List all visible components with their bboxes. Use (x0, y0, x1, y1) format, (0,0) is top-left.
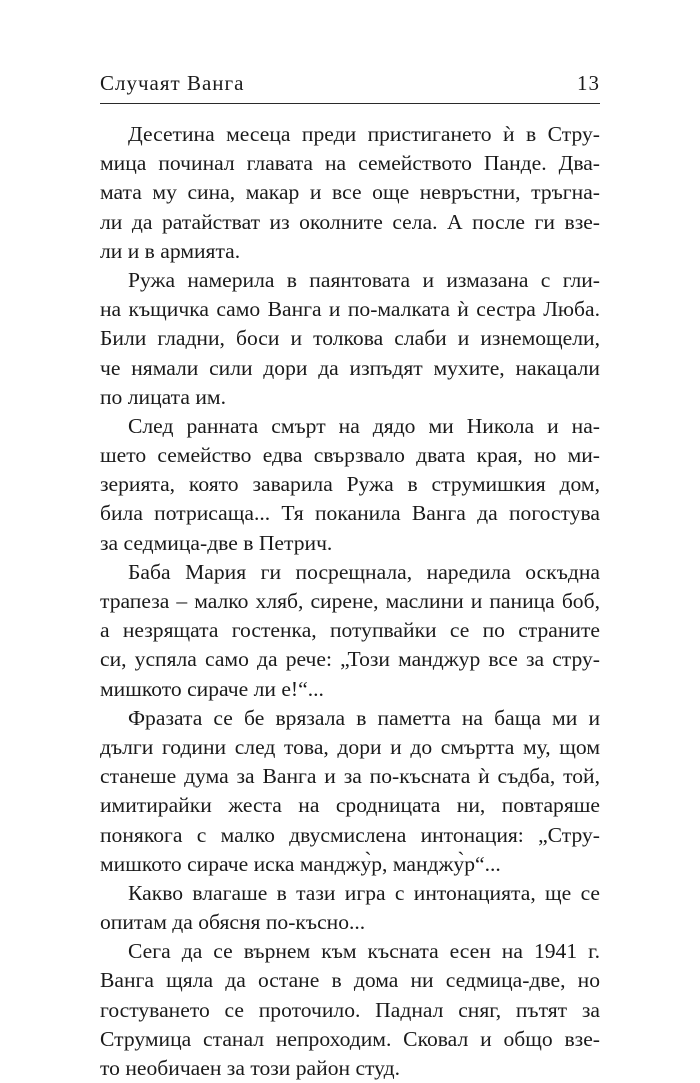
text-line: ли да ратайстват из околните села. А после ги взе- (100, 209, 600, 234)
text-line: ли и в армията. (100, 238, 241, 263)
text-line: за седмица-две в Петрич. (100, 530, 333, 555)
text-line: била потрисаща... Тя поканила Ванга да погостува (100, 501, 600, 526)
text-line: Сега да се върнем към късната есен на 1941 г. (128, 939, 600, 964)
text-line: Струмица станал непроходим. Сковал и общо взе- (100, 1026, 600, 1051)
text-line: мата му сина, макар и все още невръстни, тръгна- (100, 180, 600, 205)
header-rule (100, 103, 600, 104)
text-line: си, успяла само да рече: „Този манджур все за стру- (100, 647, 600, 672)
text-line: мишкото сираче ли е!“... (100, 676, 324, 701)
page-number: 13 (577, 71, 600, 95)
text-line: Какво влагаше в тази игра с интонацията, ще се (128, 880, 600, 905)
text-line: мишкото сираче иска манджу̀р, манджу̀р“... (100, 851, 501, 876)
text-line: мица починал главата на семейството Панде. Два- (100, 151, 600, 176)
text-line: имитирайки жеста на сродницата ни, повтаряше (100, 793, 600, 818)
text-line: шето семейство едва свързвало двата края, но ми- (100, 443, 600, 468)
text-line: трапеза – малко хляб, сирене, маслини и паница боб, (100, 589, 600, 613)
text-line: то необичаен за този район студ. (100, 1056, 401, 1080)
running-title: Случаят Ванга (100, 71, 245, 95)
text-line: опитам да обясня по-късно... (100, 910, 366, 935)
text-line: че нямали сили дори да изпъдят мухите, накацали (100, 355, 600, 380)
running-header (100, 71, 600, 96)
text-line: Ружа намерила в паянтовата и измазана с гли- (128, 267, 600, 292)
text-line: а незрящата гостенка, потупвайки се по страните (100, 618, 600, 643)
body-text (100, 120, 600, 1083)
text-line: Десетина месеца преди пристигането ѝ в Стру- (128, 122, 600, 146)
text-line: дълги години след това, дори и до смъртта му, щом (100, 734, 600, 759)
text-line: Баба Мария ги посрещнала, наредила оскъдна (128, 559, 600, 584)
text-line: зерията, която заварила Ружа в струмишкия дом, (100, 472, 600, 497)
text-line: След ранната смърт на дядо ми Никола и на- (128, 413, 600, 438)
text-line: Ванга щяла да остане в дома ни седмица-две, но (100, 968, 600, 993)
text-line: Били гладни, боси и толкова слаби и изнемощели, (100, 326, 600, 351)
text-line: на къщичка само Ванга и по-малката ѝ сестра Люба. (100, 297, 600, 322)
text-line: гостуването се проточило. Паднал сняг, пътят за (100, 997, 600, 1022)
text-line: понякога с малко двусмислена интонация: „Стру- (100, 822, 600, 847)
text-line: по лицата им. (100, 384, 226, 409)
text-line: станеше дума за Ванга и за по-късната ѝ съдба, той, (100, 764, 600, 789)
text-line: Фразата се бе врязала в паметта на баща ми и (128, 705, 600, 730)
